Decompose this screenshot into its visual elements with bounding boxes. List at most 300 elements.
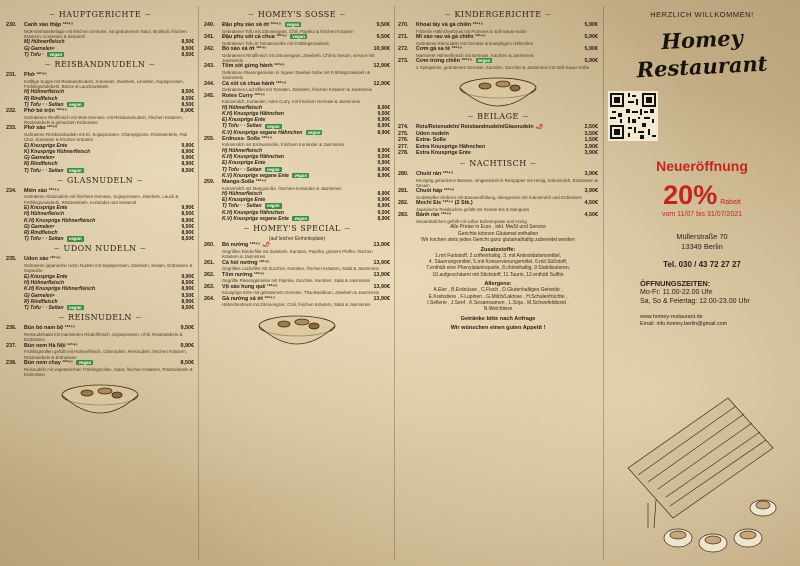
phone-number[interactable]: Tel. 030 / 43 72 27 27 (663, 260, 741, 269)
item-description: Japanische Reiskuchen gefüllt mit Sesam-Eis & Mangoeis (416, 207, 530, 212)
option-name: T) Tofu ⁷ · Seitan vegan (222, 203, 280, 210)
item-price: 3,90€ (584, 150, 598, 157)
item-name: Gà nướng xả ớt ¹²³⁴⁵ (222, 295, 276, 302)
item-description: Kokosmilch, Koriander, rotes Curry, mit frischem Gemüse & Jasminreis (222, 99, 360, 105)
option-name: H) Hühnerfleisch (24, 211, 65, 218)
item-description: Marinierte Hühnerfleisch mit Gemüse, Karotten & Jasminreis (416, 52, 534, 58)
item-description: Sesamballchen gefüllt mit süßer Bohnenpaste und Honig (416, 219, 527, 224)
option-name: T) Tofu ⁷ vegan (24, 51, 63, 58)
menu-item[interactable] (6, 125, 194, 132)
vegan-badge: vegan (294, 215, 308, 221)
opening-hours-title: ÖFFNUNGSZEITEN: (640, 279, 711, 288)
reopening-heading: Neueröffnung (656, 158, 748, 174)
option-name: R) Rindfleisch (24, 298, 58, 305)
option-price: 8,90€ (377, 123, 390, 130)
item-name: Canh xào thập ¹²³⁴⁵ (24, 22, 74, 28)
option-name: K.V) Knusprige vegane Ente vegan (222, 215, 308, 222)
vegan-badge: vegan (68, 101, 82, 107)
item-number: 255. (204, 135, 215, 142)
sushi-mat-illustration (608, 378, 794, 560)
menu-item[interactable] (398, 58, 598, 65)
item-price: 13,90€ (373, 295, 390, 302)
option-name: G) Garnelen⁸ (24, 155, 55, 162)
option-name: T) Tofu ⁷ · Seitan vegan (24, 167, 82, 174)
street: Müllerstraße 70 (676, 232, 728, 241)
option-price: 8,90€ (377, 129, 390, 136)
option-price: 8,90€ (181, 217, 194, 224)
item-name: Khoai tây và gà chiên ¹²³⁴⁵ (416, 22, 484, 28)
vegan-badge: vegan (477, 58, 491, 63)
option-price: 8,90€ (181, 230, 194, 237)
item-number: 263. (204, 283, 215, 290)
option-price: 8,90€ (377, 190, 390, 197)
additives-line: 10.aufgeschäumt mit Stickstoff, 11.Taurin, 12.enthält Sulfite (432, 271, 564, 278)
menu-item[interactable] (398, 131, 598, 138)
item-name: Bún nem chay ¹²³⁴⁵ vegan (24, 359, 92, 366)
item-price: 3,90€ (584, 188, 598, 195)
website-link[interactable]: www.homey-restaurant.de (640, 314, 703, 320)
discount-dates: vom 11/07 bis 31/07/2021 (661, 211, 743, 218)
menu-item[interactable] (398, 212, 598, 219)
item-name: Phở bò trộn ¹²³⁴⁵ (24, 108, 67, 115)
menu-item[interactable] (204, 179, 390, 186)
menu-item[interactable] (204, 46, 390, 53)
fold-line (394, 6, 395, 560)
item-name: Erdnuss- Soße ¹²³⁴⁵ (222, 135, 273, 142)
option-name: K.V) Knusprige vegane Hähnchen vegan (222, 129, 321, 136)
option-name: G) Garnelen⁸ (24, 223, 55, 230)
item-name: Extra- Soße (416, 137, 446, 144)
item-description: Gedämpfter Klebreis mit Bananenfüllung, übergossen mit Kokosmilch und Erdnüssen (416, 195, 582, 200)
menu-item[interactable] (204, 272, 390, 279)
item-number: 282. (398, 200, 409, 207)
item-name: Tôm sốt gừng hành ¹²³⁴⁵ (222, 63, 285, 70)
additives-line: 1.mit Farbstoff, 2.coffeinhaltig, 3. mit Antioxidationsmittel, (435, 252, 561, 259)
item-description: Kokosmilch mit Mangosoße, frischem Koriander & Jasminreis (222, 185, 342, 191)
vegan-badge: vegan (266, 203, 280, 209)
option-name: T) Tofu ⁷ · Seitan vegan (24, 236, 82, 243)
item-name: Bún bò nam bộ ¹²³⁴⁵ (24, 325, 76, 332)
item-number: 236. (6, 325, 17, 332)
item-description: Gebratenes Lachsfilet mit Tomaten, Zwiebeln, frischen Kräutern & Jasminreis (222, 87, 372, 93)
item-description: Gebratenes Rindfleisch mit Zitronengras, Zwiebeln, Chili & Sesam, serviert mit Jasminreis (222, 52, 375, 64)
discount-label: Rabatt (720, 199, 741, 206)
item-price: 9,50€ (376, 34, 390, 41)
brand-name-line2: Restaurant (635, 50, 768, 83)
opening-hours-weekday: Mo-Fr: 11.00-22.00 Uhr (640, 289, 713, 296)
additives-line: 4. Säuerungsmittel, 5.mit Konservierungsmittel, 6.mit Süßstoff, (428, 259, 568, 266)
item-number: 281. (398, 188, 409, 195)
option-name: R) Rindfleisch (24, 95, 58, 102)
item-price: 5,90€ (584, 34, 598, 40)
item-number: 274. (398, 124, 409, 131)
menu-item[interactable] (204, 63, 390, 70)
option-price: 8,90€ (181, 286, 194, 293)
menu-item[interactable] (6, 188, 194, 195)
item-name: Mochi Eis ¹²³⁴⁵ (2 Stk.) (416, 200, 473, 207)
item-number: 278. (398, 150, 409, 157)
enjoy-note: Wir wünschen einen guten Appetit ! (450, 324, 546, 331)
section-note: (auf leicher Einheitsplate) (268, 235, 326, 242)
item-name: Đậu phụ xào xả ớt ¹²³⁴⁵ vegan (222, 22, 300, 29)
item-number: 260. (204, 242, 215, 249)
section-heading: ~ HAUPTGERICHTE ~ (6, 10, 194, 19)
option-price: 8,50€ (181, 89, 194, 96)
option-name: E) Knusprige Ente (222, 117, 266, 124)
fold-line (603, 6, 604, 560)
option-name: G) Garnelen⁸ (24, 45, 55, 52)
option-name: K.H) Knusprige Hühnerfleisch (24, 286, 96, 293)
item-option[interactable] (6, 52, 194, 58)
item-price: 4,50€ (584, 200, 598, 207)
item-number: 280. (398, 171, 409, 177)
menu-item[interactable] (204, 34, 390, 41)
option-price: 8,90€ (181, 149, 194, 156)
menu-item[interactable] (6, 360, 194, 367)
item-number: 271. (398, 34, 409, 40)
section-heading: ~ HOMEY'S SOSSE ~ (204, 10, 390, 19)
item-name: Tôm nướng ¹²³⁴⁵ (222, 271, 265, 278)
menu-column-2 (204, 8, 390, 560)
item-price: 9,90€ (180, 342, 194, 349)
option-price: 8,50€ (181, 236, 194, 243)
menu-item[interactable] (398, 171, 598, 178)
item-number: 242. (204, 46, 215, 53)
item-name: Extra Knusprige Ente (416, 150, 471, 157)
option-price: 8,90€ (377, 166, 390, 173)
item-name: Chuối hấp ¹²³⁴⁵ (416, 188, 455, 195)
item-number: 276. (398, 137, 409, 144)
option-price: 8,50€ (181, 211, 194, 218)
item-description: Gebratenes Rindfleisch mit Wok-Gemüse, mit Reisbandnudeln, frischen Kräutern, Röstzwiebeln & gehackten Erdnüssen (24, 114, 184, 126)
menu-item[interactable] (398, 188, 598, 195)
item-price: 2,50€ (584, 124, 598, 131)
vegan-badge: vegan (78, 359, 92, 365)
menu-item[interactable] (398, 46, 598, 53)
option-price: 9,90€ (181, 142, 194, 149)
item-price: 3,90€ (584, 171, 598, 177)
item-price: 5,90€ (584, 58, 598, 64)
item-description: Frühlingsrollen gefüllt mit Hühnerfleisch, Glasnudeln, Reisnudeln, frischen Kräutern, Röstzwiebeln & Erdnüssen (24, 349, 188, 360)
option-price: 8,90€ (377, 104, 390, 111)
option-name: T) Tofu ⁷ · Seitan vegan (222, 166, 280, 173)
fold-line (198, 6, 199, 560)
drinks-note: Getränke bitte nach Anfrage (460, 315, 536, 322)
item-name: Mango-Soße ¹²³⁴⁵ (222, 178, 267, 185)
discount-percent: 20% (663, 180, 718, 210)
item-price: 12,90€ (373, 80, 390, 87)
address (608, 232, 796, 252)
option-name: G) Garnelen⁸ (24, 292, 55, 299)
menu-item[interactable] (398, 150, 598, 157)
option-name: H) Hühnerfleisch (24, 280, 65, 287)
discount-row (608, 180, 796, 211)
option-name: K.H) Knusprige Hähnchen (222, 111, 284, 118)
item-number: 230. (6, 22, 17, 28)
option-name: E) Knusprige Ente (24, 142, 68, 149)
cover-panel (608, 8, 796, 560)
item-price: 13,90€ (373, 242, 390, 249)
item-number: 238. (6, 359, 17, 366)
menu-item[interactable] (6, 325, 194, 332)
qr-code[interactable] (608, 91, 658, 141)
item-price: 3,50€ (584, 130, 598, 137)
option-price: 8,50€ (181, 167, 194, 174)
item-description: Gegrillte Riesengarnelen mit Paprika, Zucchini, Karotten, Salat & Jasminreis (222, 278, 371, 284)
option-price: 9,50€ (377, 111, 390, 118)
vegan-badge: vegan (292, 34, 305, 40)
option-price: 8,90€ (377, 215, 390, 222)
food-illustration (252, 310, 342, 348)
info-note: Alle Preise in Euro , inkl. MwSt und Service (450, 224, 546, 231)
item-description: Knusprige Ente mit gebratenem Gemüse, Thai-Basilikum, Zwiebeln & Jasminreis (222, 290, 380, 296)
item-price: 8,50€ (180, 359, 194, 366)
menu-column-1 (6, 8, 194, 560)
section-heading: ~ REISBANDNUDELN ~ (6, 60, 194, 69)
section-heading: ~ REISNUDELN ~ (6, 313, 194, 322)
option-name: K.V) Knusprige vegane Ente vegan (222, 172, 308, 179)
option-price: 9,50€ (181, 223, 194, 230)
menu-item[interactable] (398, 200, 598, 207)
item-description: Reisnudeln mit vegetarischen Frühlingsrollen, Salat, frischen Kräutern, Röstzwiebeln & Erdnüssen (24, 366, 193, 377)
menu-item[interactable] (6, 108, 194, 115)
item-price: 13,90€ (373, 283, 390, 290)
option-price: 9,90€ (181, 205, 194, 212)
item-name: Bánh rán ¹²³⁴⁵ (416, 212, 452, 219)
menu-item[interactable] (6, 22, 194, 29)
menu-item[interactable] (6, 72, 194, 79)
additives-title: Zusatzstoffe: (480, 246, 516, 253)
item-number: 273. (398, 58, 409, 64)
menu-item[interactable] (204, 81, 390, 88)
chili-icon: 🌶 (535, 124, 544, 131)
brand-name-line1: Homey (660, 24, 744, 55)
allergens-line: E.Krebstiere , F.Lupinen , G.Milch/Laktose , H.Schalenfrüchte , (428, 293, 568, 300)
item-price: 9,50€ (376, 22, 390, 28)
additives-line: 7.enthält eine Phenylalaninquelle, 8.chininhaltig, 9.Stabilisatoren, (426, 265, 570, 272)
option-price: 8,50€ (181, 304, 194, 311)
item-name: Rotes Curry ¹²³⁴⁵ (222, 92, 265, 99)
email-link[interactable]: Email: info.homey.berlin@gmail.com (640, 321, 728, 328)
option-price: 9,50€ (377, 154, 390, 161)
vegan-badge: vegan (286, 22, 300, 27)
item-option[interactable] (204, 216, 390, 222)
item-price: 5,90€ (584, 46, 598, 52)
info-note: Wir kochen stets jedes Gericht ganz glutamathaltig zubereitet werden (421, 237, 575, 244)
menu-item[interactable] (398, 137, 598, 144)
item-name: Udon xào ¹²³⁴⁵ (24, 256, 61, 263)
vegan-badge: vegan (294, 172, 308, 178)
option-price: 8,50€ (181, 95, 194, 102)
menu-item[interactable] (204, 93, 390, 100)
item-price: 5,90€ (584, 22, 598, 28)
option-name: H) Hühnerfleisch (222, 190, 263, 197)
item-description: Gegrilltes Rinderfilet mit Zwiebeln, Karotten, Paprika, grünem Pfeffer, frischen Kräutern & Jasminreis (222, 248, 373, 260)
item-number: 275. (398, 130, 409, 137)
website (608, 314, 796, 328)
option-name: E) Knusprige Ente (222, 197, 266, 204)
option-price: 9,90€ (377, 197, 390, 204)
option-name: K.H) Knusprige Hähnchen (222, 209, 284, 216)
option-price: 8,50€ (181, 280, 194, 287)
item-option[interactable] (6, 168, 194, 174)
item-description: Kokosmilch mit Erdnusssoße, frischem Koriander & Jasminreis (222, 142, 345, 148)
item-number: 235. (6, 256, 17, 263)
item-name: Phở ¹²³⁴⁵ (24, 72, 47, 79)
item-number: 259. (204, 178, 215, 185)
item-number: 264. (204, 295, 215, 302)
option-price: 9,90€ (181, 155, 194, 162)
item-number: 232. (6, 108, 17, 115)
item-description: Gebratener Tofu in Tomatensoße mit Frühlingszwiebeln (222, 40, 330, 46)
option-price: 9,50€ (377, 209, 390, 216)
option-name: K) Knusprige Hühnerfleisch (24, 149, 91, 156)
vegan-badge: vegan (68, 236, 82, 242)
option-name: H) Hühnerfleisch (222, 147, 263, 154)
item-description: Knusprig gebackene Banane, eingewickelt in Reispapier mit Honig, Kokosmilch, Erdnüssen & Sesam (416, 177, 598, 188)
option-name: R) Rindfleisch (24, 230, 58, 237)
item-name: Reis/Reisnudeln/ Reisbandnudeln/Glasnudeln 🌶 (416, 124, 544, 131)
option-price: 9,90€ (377, 160, 390, 167)
item-price: 10,90€ (373, 46, 390, 53)
food-illustration (55, 379, 145, 417)
option-name: H) Hühnerfleisch (222, 104, 263, 111)
item-name: Bò xào xả ớt ¹²³⁴⁵ (222, 46, 267, 53)
vegan-badge: vegan (307, 129, 321, 135)
item-name: Bò nướng ¹²³⁴⁵ 🌶 (222, 242, 271, 249)
welcome-text: HERZLICH WILLKOMMEN! (650, 10, 754, 19)
option-name: T) Tofu ⁷ · Seitan vegan (222, 123, 280, 130)
item-price: 1,50€ (584, 137, 598, 144)
item-name: Vịt xào hung quế ¹²³⁴⁵ (222, 283, 278, 290)
item-price: 8,90€ (180, 108, 194, 115)
option-price: 8,90€ (377, 203, 390, 210)
option-price: 8,50€ (181, 51, 194, 58)
option-price: 8,90€ (181, 161, 194, 168)
item-description: Gebratene Riesengarnelen in Ingwer-Zwiebel-Soße mit Frühlingszwiebeln & Jasminreis (222, 70, 370, 81)
item-description: Gegrilltes Lachsfilet mit Zucchini, Karotten, frischen Kräutern, Salat & Jasminreis (222, 266, 379, 272)
item-number: 261. (204, 259, 215, 266)
item-name: Phở xào ¹²³⁴⁵ (24, 125, 58, 132)
item-number: 245. (204, 92, 215, 99)
option-name: E) Knusprige Ente (24, 273, 68, 280)
item-number: 283. (398, 212, 409, 219)
item-option[interactable] (6, 236, 194, 242)
item-number: 241. (204, 34, 215, 41)
item-number: 243. (204, 63, 215, 70)
option-name: E) Knusprige Ente (222, 160, 266, 167)
menu-item[interactable] (204, 296, 390, 303)
menu-item[interactable] (398, 34, 598, 41)
section-heading: ~ UDON NUDELN ~ (6, 244, 194, 253)
item-description: Reisnudelsalat mit marinierten Rinderfleisch, Sojasprossen, Chili, Röstzwiebeln & Erdnüssen (24, 331, 183, 343)
item-description: Hähnchenbrust mit Zitronengras, Chili, frischen Kräutern, Salat & Jasminreis (222, 302, 371, 308)
vegan-badge: vegan (68, 167, 82, 173)
vegan-badge: vegan (68, 304, 82, 310)
option-price: 8,50€ (181, 101, 194, 108)
item-name: Cá xốt cà chua hành ¹²³⁴⁵ (222, 80, 287, 87)
item-number: 244. (204, 80, 215, 87)
item-price: 12,90€ (373, 63, 390, 70)
menu-item[interactable] (204, 260, 390, 267)
item-description: Gebratener Tofu mit Zitronengras, Chili, Paprika & frischen Kräutern (222, 28, 354, 34)
item-number: 270. (398, 22, 409, 28)
section-heading: ~ HOMEY'S SPECIAL ~ (204, 224, 390, 233)
item-price: 9,50€ (180, 325, 194, 332)
option-name: T) Tofu ⁷ · Seitan vegan (24, 101, 82, 108)
city: 13349 Berlin (681, 242, 723, 251)
item-price: 13,90€ (373, 259, 390, 266)
menu-item[interactable] (6, 256, 194, 263)
option-price: 8,90€ (377, 147, 390, 154)
item-name: Extra Knusprige Hähnchen (416, 143, 486, 150)
item-option[interactable] (6, 305, 194, 311)
item-description: Gebratene japanische Udon Nudeln mit Sojasprossen, Zwiebeln, Sesam, Erdnüssen & Sojasoße (24, 263, 193, 274)
section-heading: ~ BEILAGE ~ (398, 112, 598, 121)
menu-item[interactable] (398, 124, 598, 131)
item-name: Udon nudeln (416, 130, 449, 137)
option-price: 8,50€ (181, 39, 194, 46)
menu-item[interactable] (204, 136, 390, 143)
allergens-line: I.Sellerie , J.Senf , K.Sesamsamen , L.Soja , M.Schwefeldioxid , (427, 300, 569, 307)
menu-item[interactable] (398, 144, 598, 151)
item-description: 2 Spiegeleier, gebratenes Gemüse, Karotten, Zucchini & Jasminreis mit Süß-Sauer-Soße (416, 64, 590, 70)
vegan-badge: vegan (49, 51, 63, 57)
option-price: 9,90€ (377, 117, 390, 124)
vegan-badge: vegan (266, 166, 280, 172)
option-name: K.H) Knusprige Hühnerfleisch (24, 217, 96, 224)
option-price: 9,50€ (181, 292, 194, 299)
item-description: Gebratene Reisbandnudeln mit Ei, Sojasprossen, Champignons, Röstzwiebeln, Pak Choi, Koriander & frischen Kräutern (24, 132, 188, 143)
vegan-badge: vegan (266, 123, 280, 129)
item-name: Miến xào ¹²³⁴⁵ (24, 187, 60, 194)
option-price: 9,90€ (181, 273, 194, 280)
info-note: Gerichte können Glutamat enthalten (457, 230, 539, 237)
item-name: Cơm trứng chiên ¹²³⁴⁵ vegan (416, 58, 491, 65)
item-number: 240. (204, 22, 215, 28)
item-price: 4,50€ (584, 212, 598, 219)
section-heading: ~ NACHTISCH ~ (398, 159, 598, 168)
item-description: Gebratene Eiernudeln mit Gemüse & knusprigem Hähnchen (416, 40, 534, 46)
menu-item[interactable] (204, 284, 390, 291)
opening-hours-weekend: Sa, So & Feiertag: 12.00-23.00 Uhr (640, 298, 750, 305)
option-price: 8,50€ (181, 45, 194, 52)
allergens-line: N.Weichtiere (483, 306, 513, 313)
option-name: E) Knusprige Ente (24, 205, 68, 212)
chili-icon: 🌶 (262, 242, 271, 249)
option-name: T) Tofu ⁷ · Seitan vegan (24, 304, 82, 311)
item-name: Cơm gà sa tế ¹²³⁴⁵ (416, 46, 463, 52)
option-price: 8,90€ (377, 172, 390, 179)
menu-column-3 (398, 8, 598, 560)
menu-item[interactable] (204, 242, 390, 249)
item-number: 231. (6, 72, 17, 79)
item-name: Cá hồi nướng ¹²³⁴⁵ (222, 259, 270, 266)
item-number: 234. (6, 187, 17, 194)
item-number: 233. (6, 125, 17, 132)
option-name: H) Hühnerfleisch (24, 89, 65, 96)
item-number: 262. (204, 271, 215, 278)
menu-item[interactable] (6, 343, 194, 350)
item-description: Gebratene Glasnudeln mit frischem Gemüse, Sojasprossen, Zwiebeln, Lauch & Frühlingszwiebeln, Röstzwiebeln, Koriander und Sesamöl (24, 194, 179, 205)
option-price: 8,90€ (181, 298, 194, 305)
option-name: R) Rindfleisch (24, 161, 58, 168)
item-name: Đậu phụ sốt cà chua ¹²³⁴⁵ vegan (222, 34, 305, 41)
item-name: Mì xào rau và gà chiên ¹²³⁴⁵ (416, 34, 486, 40)
menu-item[interactable] (204, 22, 390, 29)
menu-item[interactable] (398, 22, 598, 29)
item-number: 272. (398, 46, 409, 52)
